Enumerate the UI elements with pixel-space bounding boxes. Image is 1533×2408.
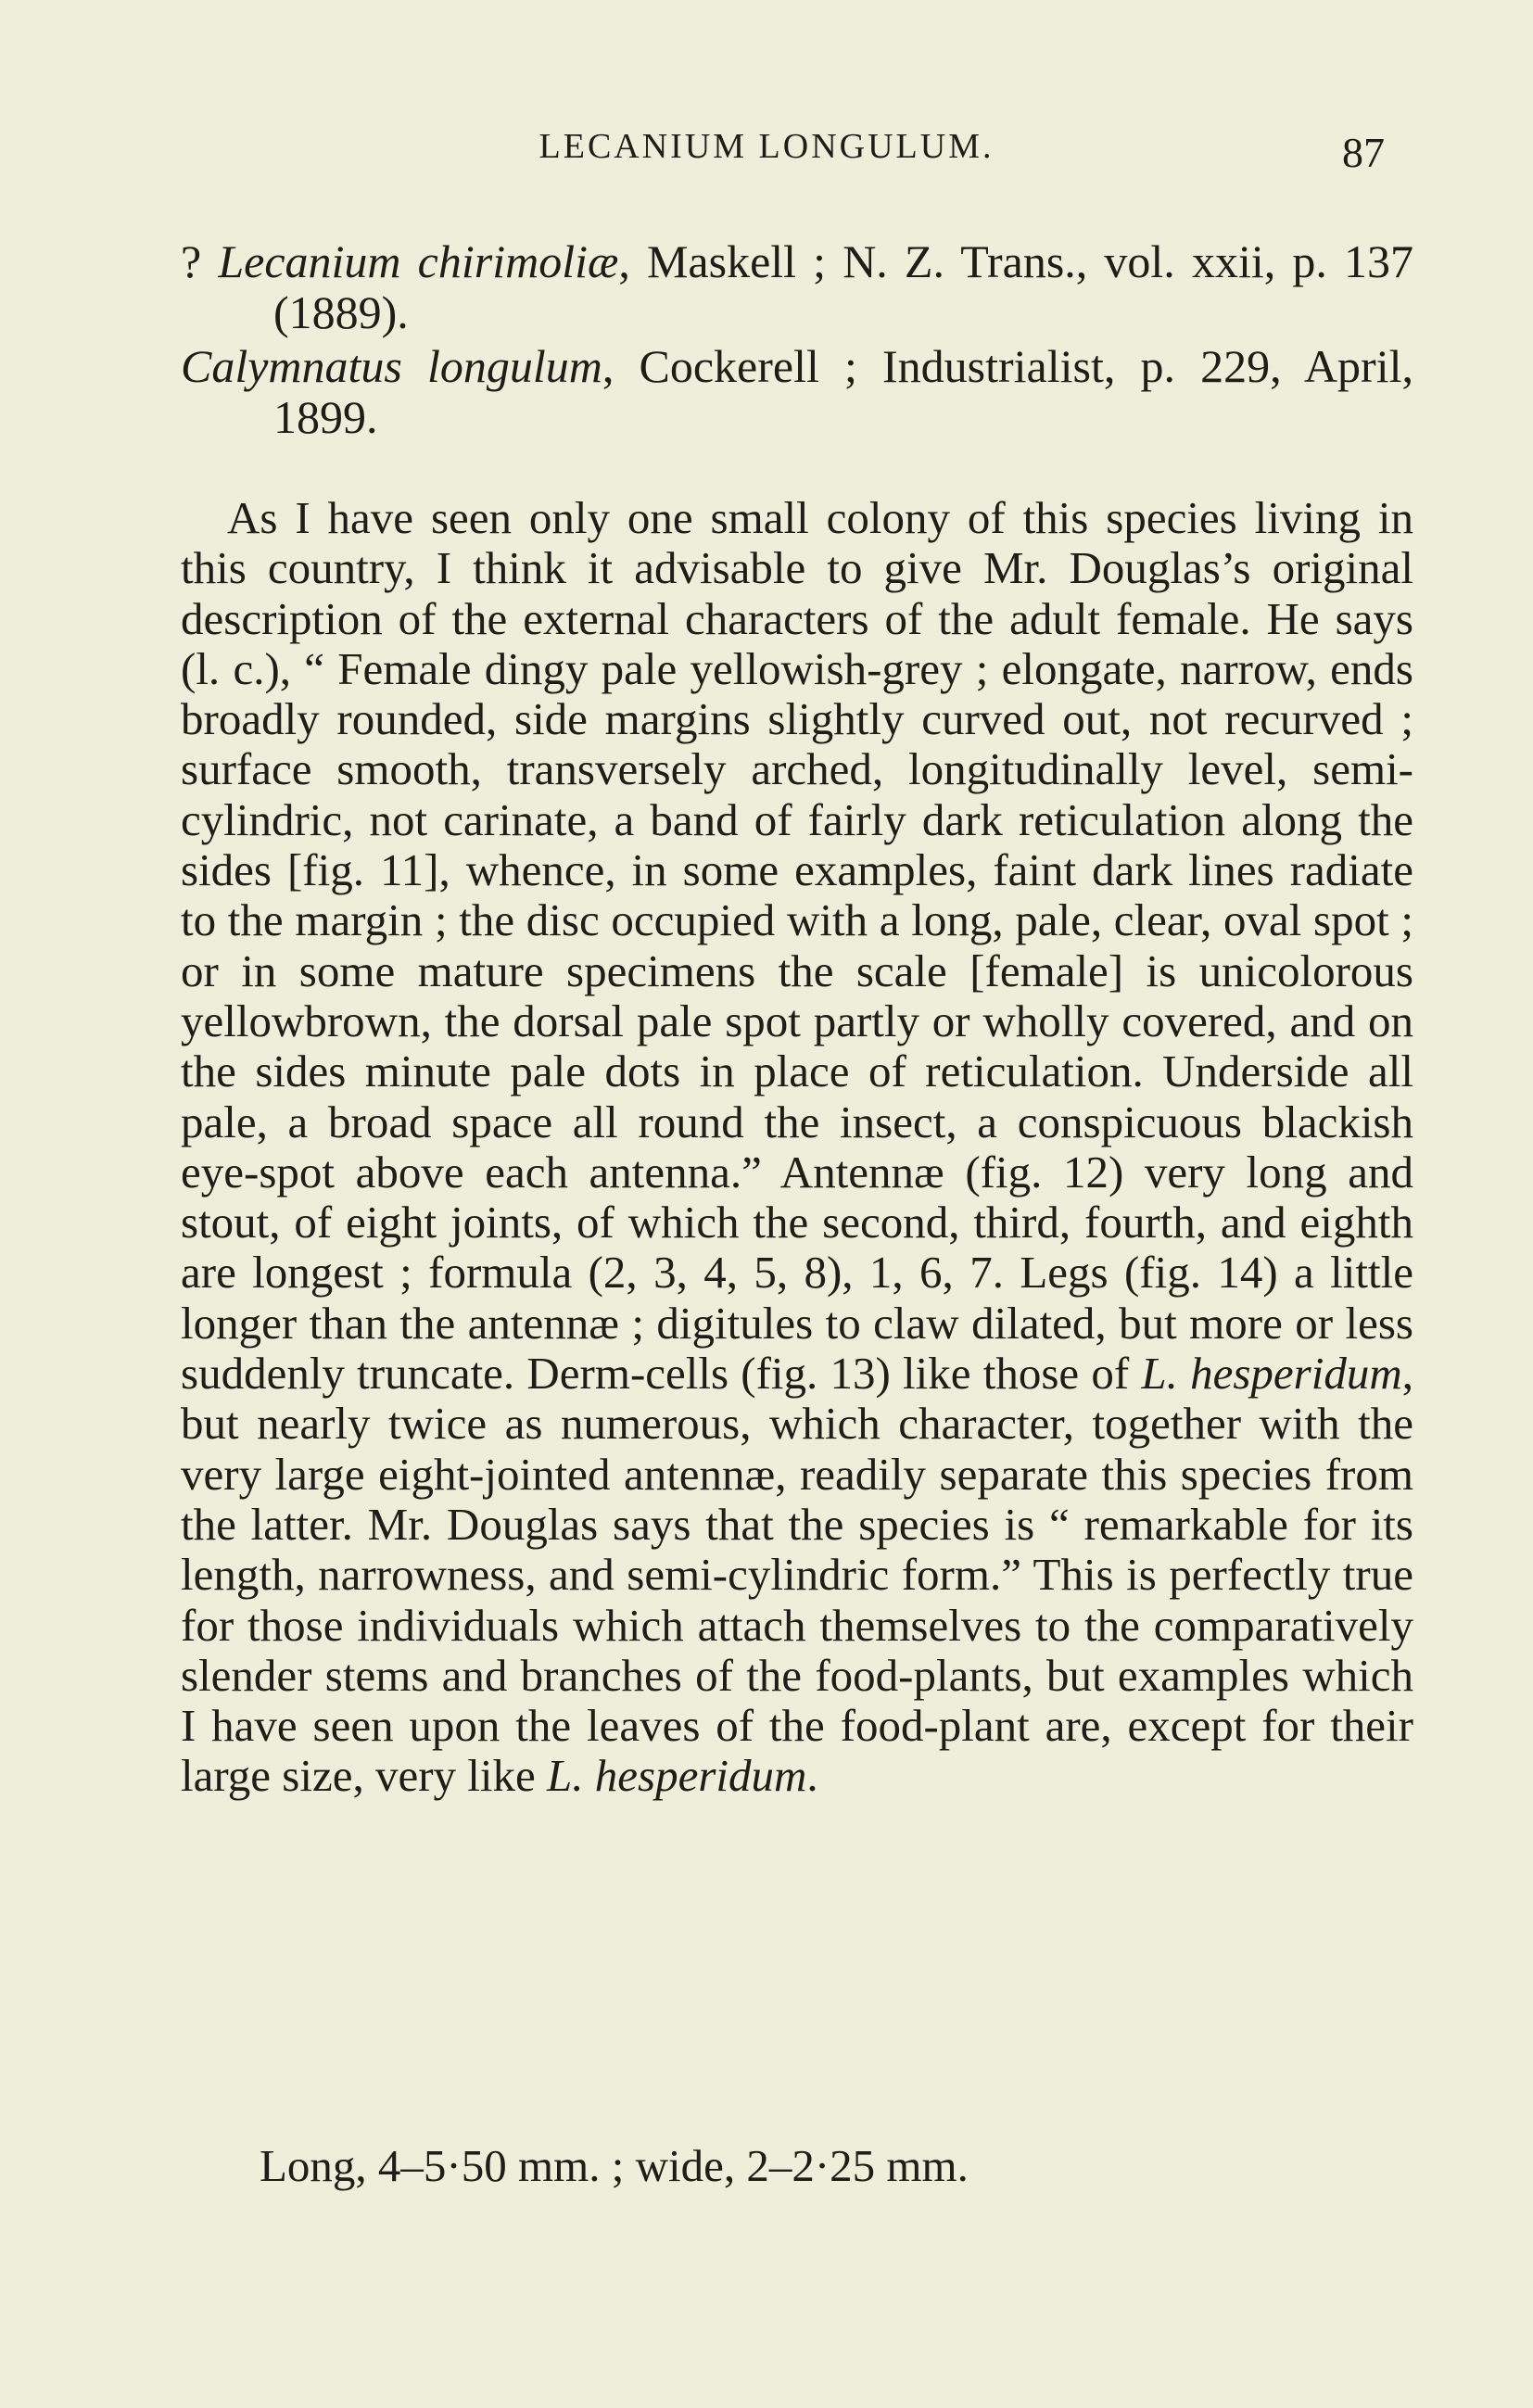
synonym-name: Lecanium chirimoliæ <box>218 235 619 287</box>
description-paragraph <box>181 493 1413 1802</box>
measurements: Long, 4–5·50 mm. ; wide, 2–2·25 mm. <box>260 2140 969 2191</box>
synonym-entry <box>181 341 1413 443</box>
synonym-citation: , Maskell ; N. Z. Trans., vol. xxii, p. 137 (1889). <box>273 235 1413 338</box>
synonym-citation: , Cockerell ; Industrialist, p. 229, April, 1899. <box>273 340 1413 443</box>
body-text-part: , but nearly twice as numerous, which character, together with the very large eight-jointed antennæ, readily separate this species from the latter. Mr. Douglas says that the species is “ remarkable for its length, narrowness, and semi-cylindric form.” This is perfectly true for those individuals which attach themselves to the comparatively slender stems and branches of the food-plants, but examples which I have seen upon the leaves of the food-plant are, except for their large size, very like <box>181 1348 1413 1802</box>
page-number: 87 <box>1342 129 1385 176</box>
body-text-part: . <box>806 1750 818 1802</box>
species-name: L. hesperidum <box>547 1750 807 1802</box>
running-title: LECANIUM LONGULUM. <box>538 127 995 166</box>
synonymy-list <box>181 236 1413 446</box>
query-mark: ? <box>181 235 219 287</box>
species-name: L. hesperidum <box>1141 1348 1402 1400</box>
synonym-entry <box>181 236 1413 338</box>
body-text-part: As I have seen only one small colony of this species living in this country, I think it advisable to give Mr. Douglas’s original description of the external characters of the adult female. He says (l. c.), “ Female dingy pale yellowish-grey ; elongate, narrow, ends broadly rounded, side margins slightly curved out, not recurved ; surface smooth, transversely arched, longitudinally level, semi-cylindric, not carinate, a band of fairly dark reticulation along the sides [fig. 11], whence, in some examples, faint dark lines radiate to the margin ; the disc occupied with a long, pale, clear, oval spot ; or in some mature specimens the scale [female] is unicolorous yellowbrown, the dorsal pale spot partly or wholly covered, and on the sides minute pale dots in place of reticulation. Underside all pale, a broad space all round the insect, a conspicuous blackish eye-spot above each antenna.” Antennæ (fig. 12) very long and stout, of eight joints, of which the second, third, fourth, and eighth are longest ; formula (2, 3, 4, 5, 8), 1, 6, 7. Legs (fig. 14) a little longer than the antennæ ; digitules to claw dilated, but more or less suddenly truncate. Derm-cells (fig. 13) like those of <box>181 492 1413 1400</box>
synonym-name: Calymnatus longulum <box>181 340 602 392</box>
